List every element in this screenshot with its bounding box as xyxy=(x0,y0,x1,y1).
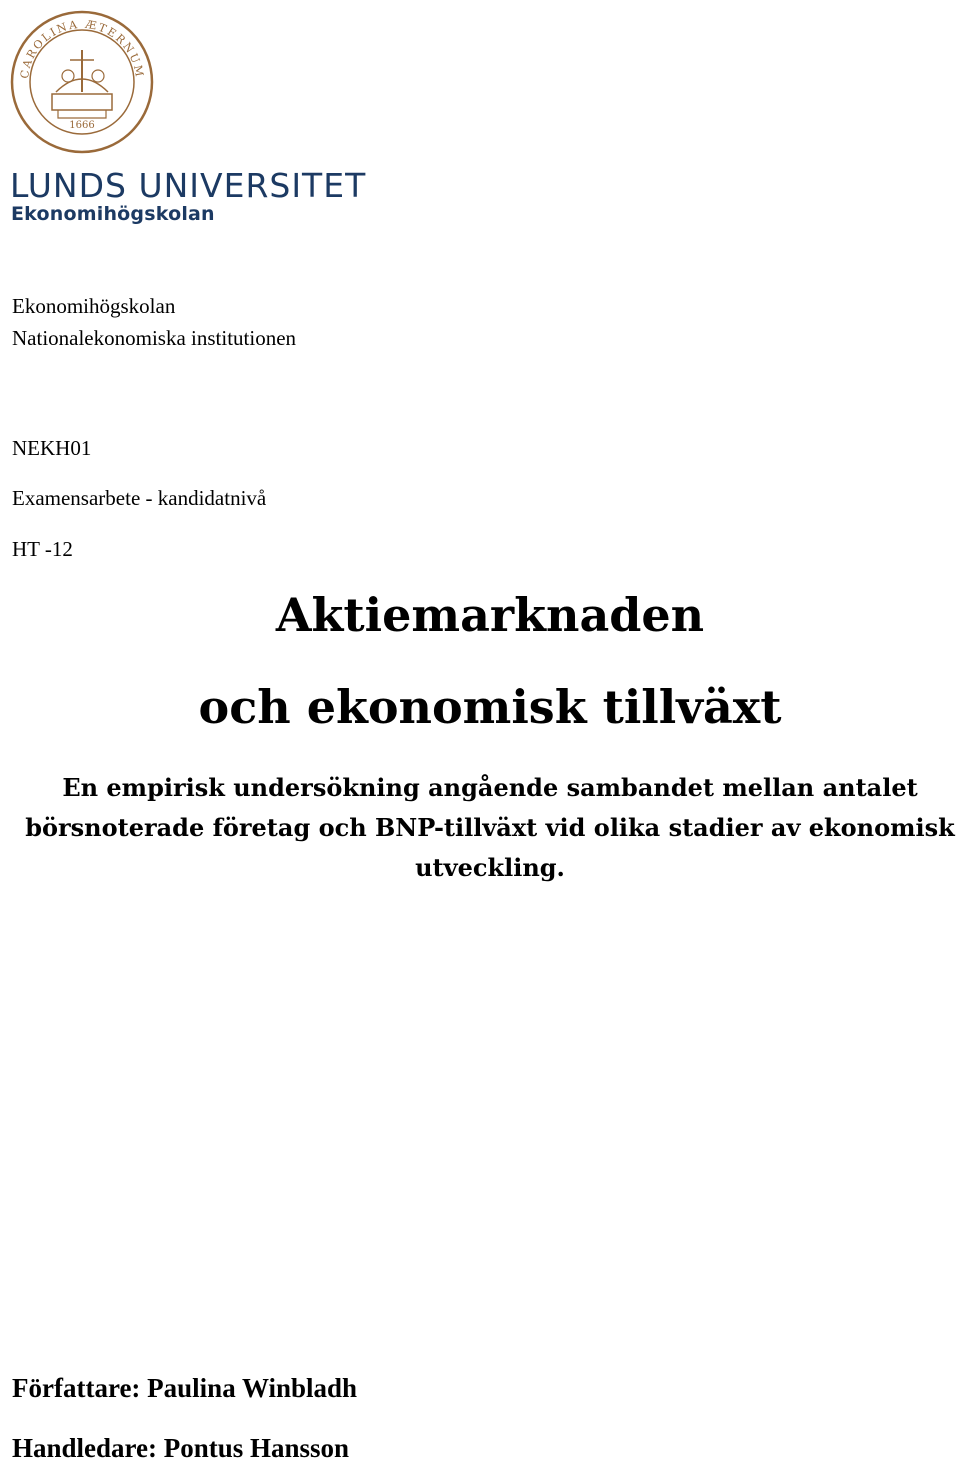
school-name: Ekonomihögskolan xyxy=(12,294,176,318)
title-line-1: Aktiemarknaden xyxy=(275,588,705,642)
department-name: Nationalekonomiska institutionen xyxy=(12,326,297,350)
lund-university-seal-icon xyxy=(8,6,156,156)
faculty-logo-text: Ekonomihögskolan xyxy=(11,203,215,225)
subtitle-line-1: En empirisk undersökning angående sambandet mellan antalet xyxy=(62,773,918,802)
course-term: HT -12 xyxy=(12,537,73,561)
university-name-first: LUNDS xyxy=(10,166,127,205)
supervisor-line: Handledare: Pontus Hansson xyxy=(12,1433,350,1463)
course-type: Examensarbete - kandidatnivå xyxy=(12,486,267,510)
title-line-2: och ekonomisk tillväxt xyxy=(198,680,782,734)
seal-year: 1666 xyxy=(69,120,95,131)
subtitle xyxy=(0,768,960,888)
subtitle-line-3: utveckling. xyxy=(415,853,565,882)
author-line: Författare: Paulina Winbladh xyxy=(12,1373,358,1403)
subtitle-line-2: börsnoterade företag och BNP-tillväxt vid olika stadier av ekonomisk xyxy=(25,813,955,842)
university-name-second: UNIVERSITET xyxy=(138,166,367,205)
university-name-logo xyxy=(10,166,366,205)
course-code: NEKH01 xyxy=(12,436,92,460)
seal-motto: CAROLINA ÆTERNUM xyxy=(17,17,147,80)
